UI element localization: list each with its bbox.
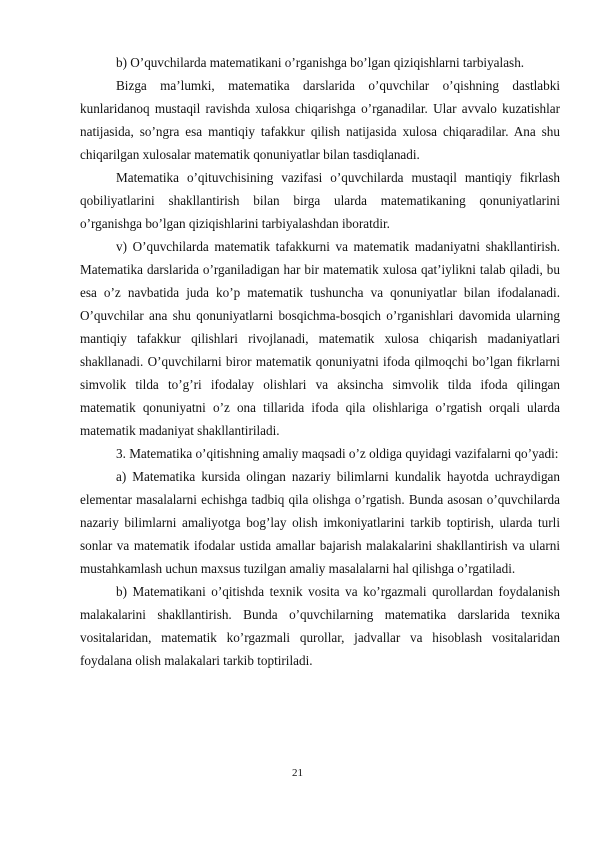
paragraph-conclusions: Bizga ma’lumki, matematika darslarida o’quvchilar o’qishning dastlabki kunlaridanoq mustaqil ravishda xulosa chiqarishga o’rganadilar. Ular avvalo kuzatishlar natijasida, so’ngra esa mantiqiy tafakkur qilish natijasida xulosa chiqaradilar. Ana shu chiqarilgan xulosalar matematik qonuniyatlar bilan tasdiqlanadi. [80,78,560,162]
paragraph-goal-b: b) O’quvchilarda matematikani o’rganishga bo’lgan qiziqishlarni tarbiyalash. [116,55,525,70]
paragraph-practical-aim: 3. Matematika o’qitishning amaliy maqsadi o’z oldiga quyidagi vazifalarni qo’yadi: [116,446,559,461]
paragraph-task-a: a) Matematika kursida olingan nazariy bilimlarni kundalik hayotda uchraydigan elementar masalalarni echishga tadbiq qila olishga o’rgatish. Bunda asosan o’quvchilarda nazariy bilimlarni amaliyotga bog’lay olish imkoniyatlarini tarkib toptirish, ularda turli sonlar va matematik ifodalar ustida amallar bajarish malakalarini shakllantirish va ularni mustahkamlash uchun maxsus tuzilgan amaliy masalalarni hal qilishga o’rgatiladi. [80,469,560,576]
paragraph-task-b: b) Matematikani o’qitishda texnik vosita va ko’rgazmali qurollardan foydalanish malakalarini shakllantirish. Bunda o’quvchilarning matematika darslarida texnika vositalaridan, matematik ko’rgazmali qurollar, jadvallar va hisoblash vositalaridan foydalana olish malakalari tarkib toptiriladi. [80,584,560,668]
document-page [80,51,560,672]
page-number: 21 [292,767,303,779]
paragraph-teacher-task: Matematika o’qituvchisining vazifasi o’quvchilarda mustaqil mantiqiy fikrlash qobiliyatlarini shakllantirish bilan birga ularda matematikaning qonuniyatlarini o’rganishga bo’lgan qiziqishlarini tarbiyalashdan iboratdir. [80,170,560,231]
paragraph-goal-v: v) O’quvchilarda matematik tafakkurni va matematik madaniyatni shakllantirish. Matematika darslarida o’rganiladigan har bir matematik xulosa qat’iylikni talab qiladi, bu esa o’z navbatida juda ko’p matematik tushuncha va qonuniyatlar bilan ifodalanadi. O’quvchilar ana shu qonuniyatlarni bosqichma-bosqich o’rganishlari davomida ularning mantiqiy tafakkur qilishlari rivojlanadi, matematik xulosa chiqarish madaniyatlari shakllanadi. O’quvchilarni biror matematik qonuniyatni ifoda qilmoqchi bo’lgan fikrlarni simvolik tilda to’g’ri ifodalay olishlari va aksincha simvolik tilda ifoda qilingan matematik qonuniyatni o’z ona tillarida ifoda qila olishlariga o’rgatish orqali ularda matematik madaniyat shakllantiriladi. [80,239,560,438]
